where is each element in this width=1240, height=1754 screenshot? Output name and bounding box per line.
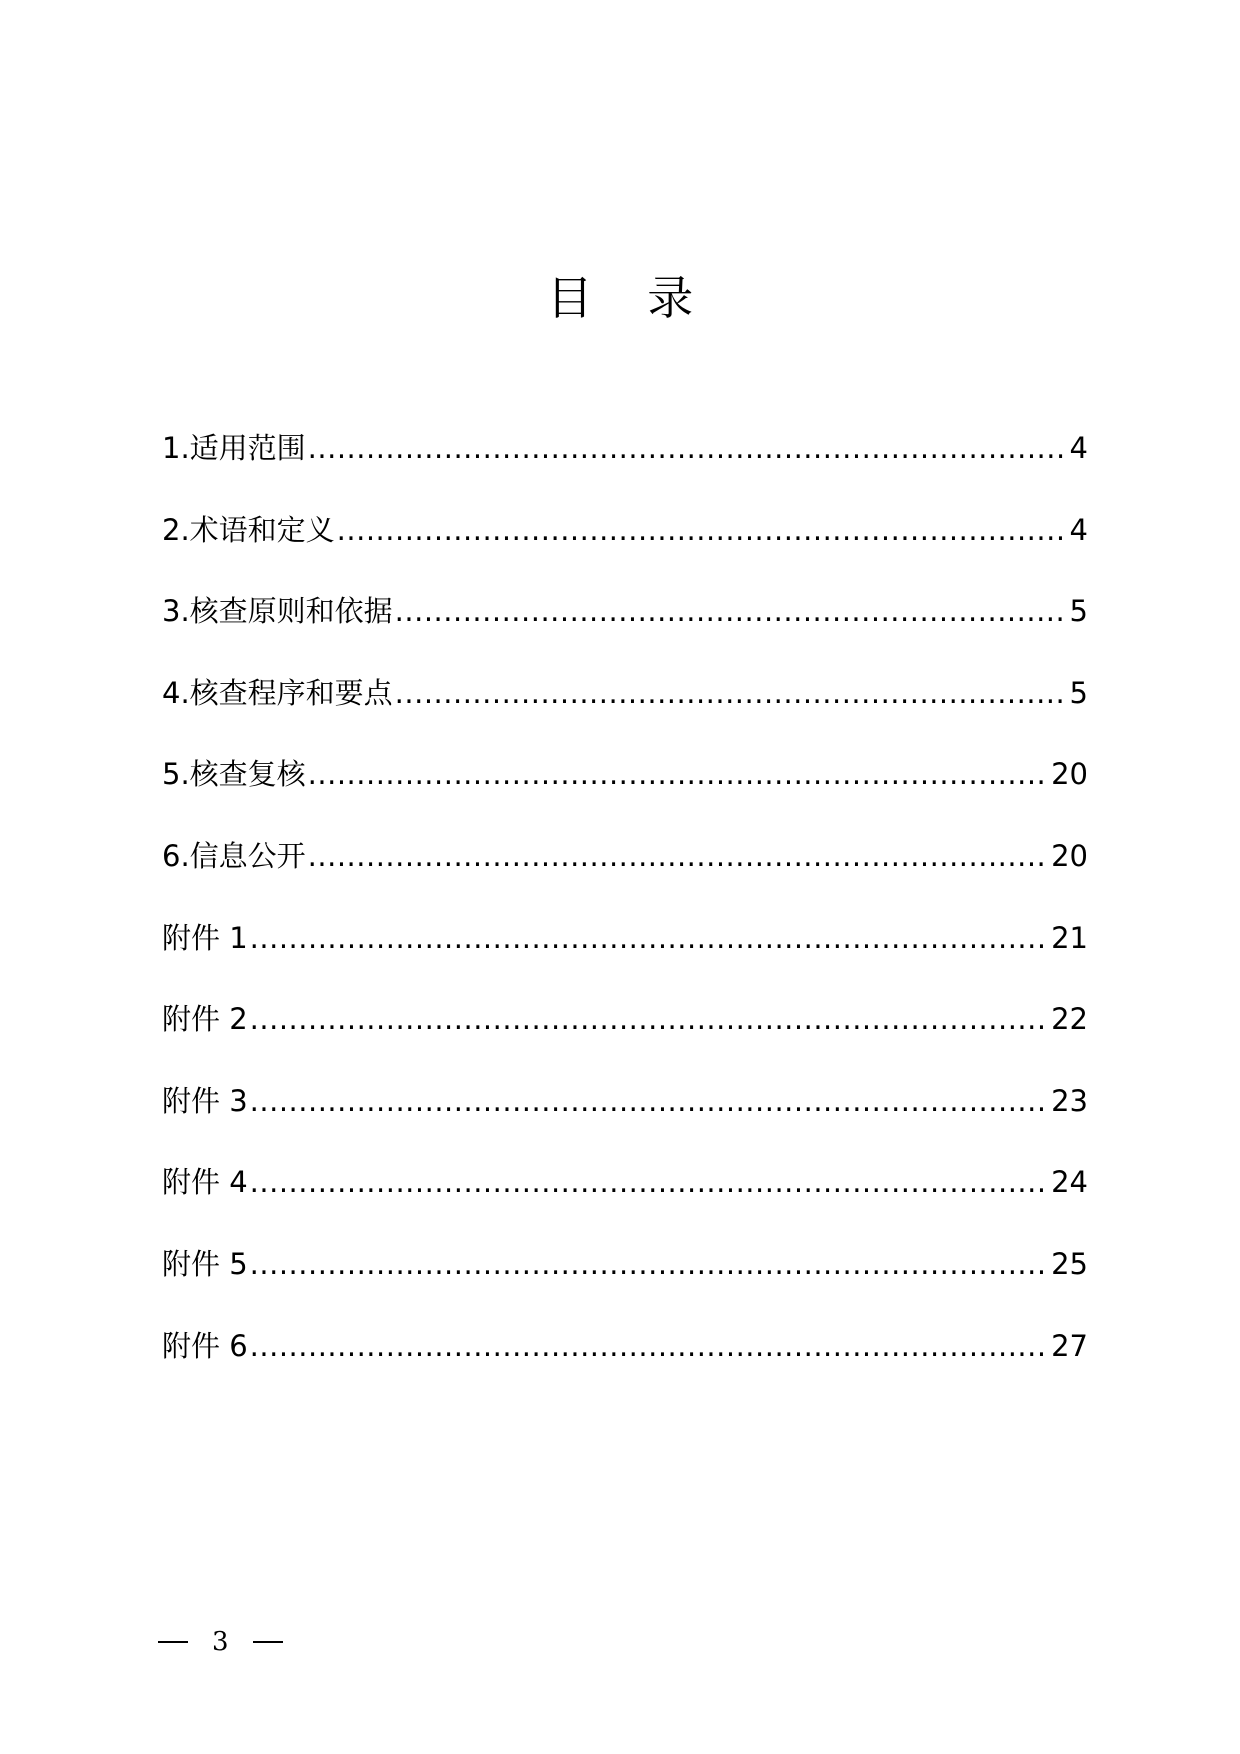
toc-dot-leader (250, 999, 1049, 1039)
toc-entry-label: 3.核查原则和依据 (162, 594, 393, 629)
toc-dot-leader (250, 1244, 1049, 1284)
toc-entry-label: 附件 3 (162, 1083, 248, 1118)
toc-dot-leader (395, 591, 1068, 631)
toc-entry-attachment-5[interactable] (162, 1244, 1088, 1326)
toc-entry-page: 5 (1069, 594, 1088, 629)
toc-entry-attachment-6[interactable] (162, 1326, 1088, 1408)
toc-dot-leader (308, 428, 1068, 468)
toc-dot-leader (308, 836, 1049, 876)
page-number: 3 (212, 1627, 229, 1657)
toc-entry-page: 25 (1051, 1246, 1088, 1281)
toc-entry-page: 20 (1051, 838, 1088, 873)
toc-entry-label: 4.核查程序和要点 (162, 675, 393, 710)
toc-entry-label: 5.核查复核 (162, 757, 306, 792)
toc-entry-label: 附件 4 (162, 1165, 248, 1200)
toc-entry-label: 附件 1 (162, 920, 248, 955)
toc-entry-label: 附件 2 (162, 1002, 248, 1037)
toc-entry-page: 21 (1051, 920, 1088, 955)
toc-dot-leader (308, 754, 1049, 794)
toc-dot-leader (250, 1081, 1049, 1121)
toc-entry-label: 附件 6 (162, 1328, 248, 1363)
toc-entry-attachment-4[interactable] (162, 1162, 1088, 1244)
toc-entry-page: 24 (1051, 1165, 1088, 1200)
toc-entry-label: 1.适用范围 (162, 431, 306, 465)
page-title: 目 录 (546, 271, 714, 325)
toc-entry-page: 23 (1051, 1083, 1088, 1118)
toc-entry-attachment-1[interactable] (162, 918, 1088, 1000)
toc-dot-leader (337, 510, 1068, 550)
toc-entry-page: 22 (1051, 1002, 1088, 1037)
toc-entry-label: 2.术语和定义 (162, 512, 335, 547)
toc-entry-page: 20 (1051, 757, 1088, 792)
toc-entry-1[interactable] (162, 428, 1088, 510)
toc-entry-5[interactable] (162, 754, 1088, 836)
toc-entry-page: 5 (1069, 675, 1088, 710)
footer-dash-left (158, 1641, 188, 1643)
toc-entry-2[interactable] (162, 510, 1088, 592)
toc-dot-leader (250, 1162, 1049, 1202)
toc-entry-attachment-2[interactable] (162, 999, 1088, 1081)
table-of-contents (162, 428, 1088, 1407)
toc-entry-attachment-3[interactable] (162, 1081, 1088, 1163)
toc-entry-3[interactable] (162, 591, 1088, 673)
toc-entry-label: 6.信息公开 (162, 838, 306, 873)
toc-entry-page: 27 (1051, 1328, 1088, 1363)
toc-entry-page: 4 (1069, 512, 1088, 547)
toc-dot-leader (250, 918, 1049, 958)
page-footer (158, 1627, 283, 1657)
toc-entry-page: 4 (1069, 431, 1088, 465)
toc-dot-leader (395, 673, 1068, 713)
footer-dash-right (253, 1641, 283, 1643)
toc-entry-label: 附件 5 (162, 1246, 248, 1281)
toc-dot-leader (250, 1326, 1049, 1366)
toc-entry-4[interactable] (162, 673, 1088, 755)
toc-entry-6[interactable] (162, 836, 1088, 918)
